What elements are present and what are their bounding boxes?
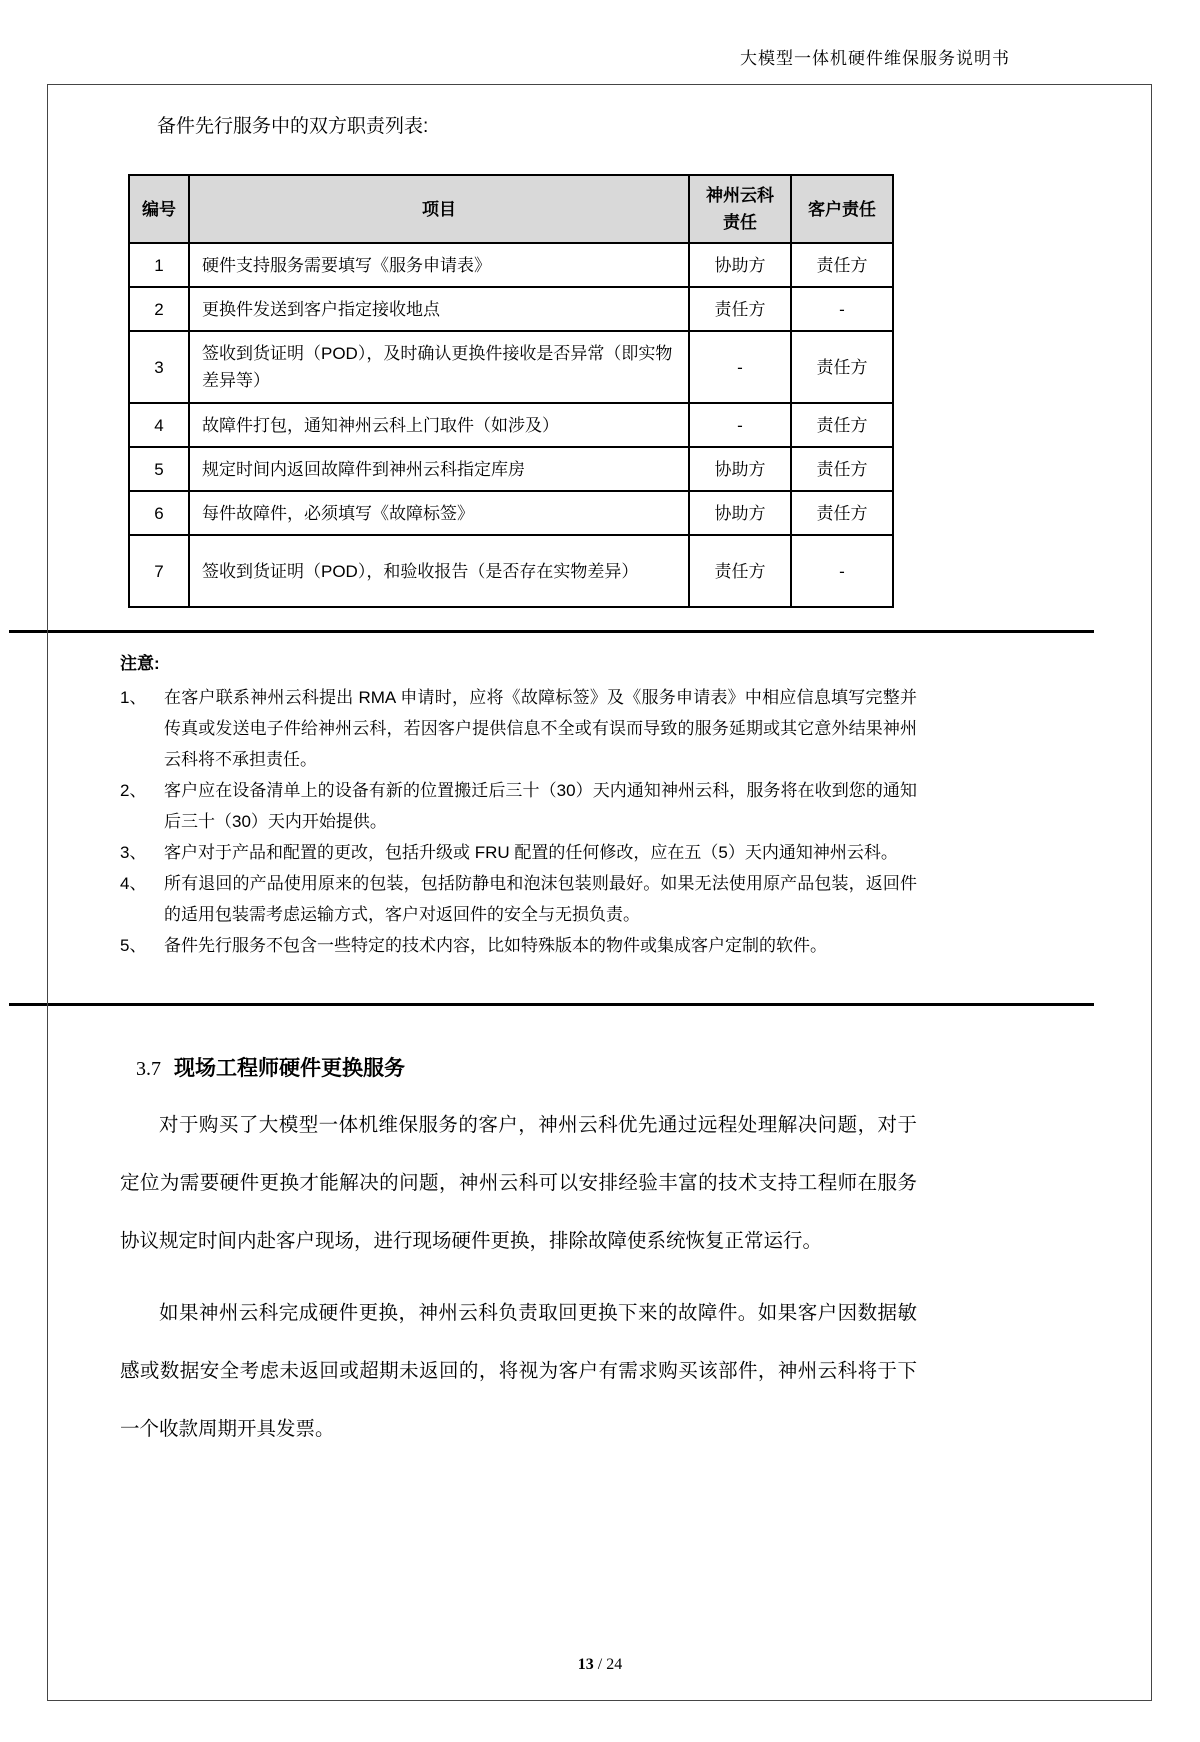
note-text: 在客户联系神州云科提出 RMA 申请时，应将《故障标签》及《服务申请表》中相应信息填写完整并传真或发送电子件给神州云科，若因客户提供信息不全或有误而导致的服务延期或其它意外结果神州云科将不承担责任。 bbox=[164, 688, 917, 769]
table-cell-no: 1 bbox=[129, 243, 189, 287]
table-header-cell: 编号 bbox=[129, 175, 189, 243]
table-cell-no: 4 bbox=[129, 403, 189, 447]
note-number: 5、 bbox=[120, 936, 147, 955]
note-number: 2、 bbox=[120, 781, 147, 800]
note-number: 4、 bbox=[120, 874, 147, 893]
page-number-total: 24 bbox=[606, 1656, 623, 1673]
table-cell-item: 签收到货证明（POD），及时确认更换件接收是否异常（即实物差异等） bbox=[189, 331, 689, 403]
table-cell-vendor: 责任方 bbox=[689, 287, 791, 331]
note-number: 1、 bbox=[120, 688, 147, 707]
table-cell-customer: 责任方 bbox=[791, 243, 893, 287]
table-header-cell: 客户责任 bbox=[791, 175, 893, 243]
table-cell-customer: 责任方 bbox=[791, 403, 893, 447]
table-header-cell: 神州云科 责任 bbox=[689, 175, 791, 243]
table-cell-vendor: 协助方 bbox=[689, 447, 791, 491]
paragraph: 对于购买了大模型一体机维保服务的客户，神州云科优先通过远程处理解决问题，对于定位为需要硬件更换才能解决的问题，神州云科可以安排经验丰富的技术支持工程师在服务协议规定时间内赴客户现场，进行现场硬件更换，排除故障使系统恢复正常运行。 bbox=[120, 1114, 917, 1252]
table-cell-item: 签收到货证明（POD），和验收报告（是否存在实物差异） bbox=[189, 535, 689, 607]
table-cell-no: 5 bbox=[129, 447, 189, 491]
table-cell-customer: 责任方 bbox=[791, 331, 893, 403]
section-title: 现场工程师硬件更换服务 bbox=[174, 1057, 405, 1080]
page-number-separator: / bbox=[597, 1656, 603, 1673]
note-text: 所有退回的产品使用原来的包装，包括防静电和泡沫包装则最好。如果无法使用原产品包装，返回件的适用包装需考虑运输方式，客户对返回件的安全与无损负责。 bbox=[164, 874, 917, 924]
table-cell-customer: - bbox=[791, 535, 893, 607]
page-number-current: 13 bbox=[577, 1656, 594, 1673]
table-cell-customer: 责任方 bbox=[791, 447, 893, 491]
note-text: 客户对于产品和配置的更改，包括升级或 FRU 配置的任何修改，应在五（5）天内通知神州云科。 bbox=[164, 843, 898, 862]
note-text: 客户应在设备清单上的设备有新的位置搬迁后三十（30）天内通知神州云科，服务将在收到您的通知后三十（30）天内开始提供。 bbox=[164, 781, 917, 831]
table-cell-vendor: 责任方 bbox=[689, 535, 791, 607]
table-cell-item: 每件故障件，必须填写《故障标签》 bbox=[189, 491, 689, 535]
table-cell-item: 规定时间内返回故障件到神州云科指定库房 bbox=[189, 447, 689, 491]
table-cell-no: 7 bbox=[129, 535, 189, 607]
table-cell-item: 更换件发送到客户指定接收地点 bbox=[189, 287, 689, 331]
table-cell-vendor: - bbox=[689, 331, 791, 403]
paragraph: 如果神州云科完成硬件更换，神州云科负责取回更换下来的故障件。如果客户因数据敏感或数据安全考虑未返回或超期未返回的，将视为客户有需求购买该部件，神州云科将于下一个收款周期开具发票。 bbox=[120, 1302, 917, 1440]
table-cell-no: 2 bbox=[129, 287, 189, 331]
section-number: 3.7 bbox=[136, 1058, 161, 1080]
table-cell-no: 3 bbox=[129, 331, 189, 403]
page-border-frame bbox=[47, 84, 1152, 1701]
table-cell-vendor: 协助方 bbox=[689, 491, 791, 535]
table-cell-no: 6 bbox=[129, 491, 189, 535]
note-number: 3、 bbox=[120, 843, 147, 862]
table-cell-customer: 责任方 bbox=[791, 491, 893, 535]
notes-label: 注意: bbox=[120, 654, 160, 673]
table-cell-customer: - bbox=[791, 287, 893, 331]
table-cell-item: 故障件打包，通知神州云科上门取件（如涉及） bbox=[189, 403, 689, 447]
table-cell-vendor: 协助方 bbox=[689, 243, 791, 287]
document-header-title: 大模型一体机硬件维保服务说明书 bbox=[740, 49, 1010, 68]
table-cell-item: 硬件支持服务需要填写《服务申请表》 bbox=[189, 243, 689, 287]
page-footer bbox=[0, 1656, 1200, 1674]
table-cell-vendor: - bbox=[689, 403, 791, 447]
intro-text: 备件先行服务中的双方职责列表: bbox=[157, 116, 429, 137]
note-text: 备件先行服务不包含一些特定的技术内容，比如特殊版本的物件或集成客户定制的软件。 bbox=[164, 936, 827, 955]
table-header-cell: 项目 bbox=[189, 175, 689, 243]
